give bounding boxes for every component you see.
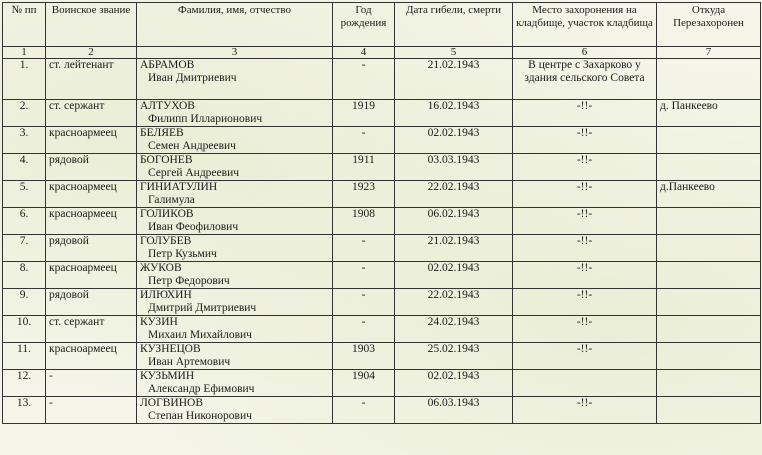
birth-year-cell: - [333,262,395,289]
name-cell [137,208,333,235]
rank-cell: ст. сержант [46,100,137,127]
birth-year-cell: - [333,316,395,343]
reburied-from-cell [657,262,761,289]
row-number: 7. [3,235,46,262]
table-row [3,370,761,397]
header-burial-place: Место захоронения на кладбище, участок кладбища [513,3,657,47]
surname: КУЗЬМИН [140,370,195,382]
name-cell [137,316,333,343]
death-date-cell: 02.02.1943 [395,370,513,397]
death-date-cell: 16.02.1943 [395,100,513,127]
birth-year-cell: 1919 [333,100,395,127]
table-row [3,343,761,370]
surname: ЛОГВИНОВ [140,397,204,409]
burial-place-cell: -!!- [513,262,657,289]
given-names: Петр Кузьмич [148,248,217,260]
burial-place-cell: -!!- [513,100,657,127]
burial-place-cell: -!!- [513,154,657,181]
rank-cell: рядовой [46,154,137,181]
burial-roll-table [2,2,761,424]
rank-cell: красноармеец [46,181,137,208]
birth-year-cell: - [333,235,395,262]
birth-year-cell: - [333,59,395,100]
surname: ИЛЮХИН [140,289,192,301]
burial-place-cell: -!!- [513,397,657,424]
death-date-cell: 22.02.1943 [395,289,513,316]
header-reburied-from: Откуда Перезахоронен [657,3,761,47]
birth-year-cell: - [333,289,395,316]
surname: КУЗИН [140,316,178,328]
column-number: 7 [657,47,761,59]
surname: БОГОНЕВ [140,154,193,166]
rank-cell: красноармеец [46,343,137,370]
given-names: Иван Феофилович [148,221,239,233]
row-number: 6. [3,208,46,235]
name-cell [137,397,333,424]
table-row [3,289,761,316]
burial-place-cell: -!!- [513,289,657,316]
death-date-cell: 02.02.1943 [395,127,513,154]
death-date-cell: 25.02.1943 [395,343,513,370]
header-num: № пп [3,3,46,47]
rank-cell: рядовой [46,235,137,262]
surname: ГОЛУБЕВ [140,235,192,247]
given-names: Иван Дмитриевич [148,72,237,84]
birth-year-cell: - [333,397,395,424]
table-row [3,127,761,154]
death-date-cell: 02.02.1943 [395,262,513,289]
row-number: 5. [3,181,46,208]
burial-place-cell: В центре с Захарково у здания сельского Совета [513,59,657,100]
name-cell [137,343,333,370]
column-number: 4 [333,47,395,59]
rank-cell: ст. лейтенант [46,59,137,100]
rank-cell: рядовой [46,289,137,316]
death-date-cell: 21.02.1943 [395,235,513,262]
name-cell [137,100,333,127]
name-cell [137,154,333,181]
given-names: Семен Андреевич [148,140,236,152]
row-number: 13. [3,397,46,424]
header-name: Фамилия, имя, отчество [137,3,333,47]
reburied-from-cell [657,127,761,154]
burial-place-cell [513,370,657,397]
column-number: 2 [46,47,137,59]
given-names: Сергей Андреевич [148,167,240,179]
rank-cell: ст. сержант [46,316,137,343]
row-number: 9. [3,289,46,316]
header-rank: Воинское звание [46,3,137,47]
reburied-from-cell [657,370,761,397]
surname: КУЗНЕЦОВ [140,343,201,355]
table-row [3,316,761,343]
name-cell [137,235,333,262]
column-number: 6 [513,47,657,59]
reburied-from-cell: д. Панкеево [657,100,761,127]
row-number: 2. [3,100,46,127]
reburied-from-cell [657,59,761,100]
rank-cell: - [46,370,137,397]
rank-cell: - [46,397,137,424]
table-row [3,154,761,181]
row-number: 11. [3,343,46,370]
header-year: Год рождения [333,3,395,47]
row-number: 1. [3,59,46,100]
table-row [3,208,761,235]
surname: АБРАМОВ [140,59,195,71]
surname: БЕЛЯЕВ [140,127,184,139]
surname: ГИНИАТУЛИН [140,181,218,193]
reburied-from-cell [657,289,761,316]
birth-year-cell: 1923 [333,181,395,208]
given-names: Галимула [148,194,195,206]
row-number: 10. [3,316,46,343]
death-date-cell: 24.02.1943 [395,316,513,343]
given-names: Петр Федорович [148,275,230,287]
table-row [3,397,761,424]
name-cell [137,262,333,289]
table-row [3,100,761,127]
given-names: Дмитрий Дмитриевич [148,302,257,314]
burial-place-cell: -!!- [513,316,657,343]
column-number-row [3,47,761,59]
header-row [3,3,761,47]
birth-year-cell: 1904 [333,370,395,397]
given-names: Филипп Илларионович [148,113,263,125]
burial-place-cell: -!!- [513,127,657,154]
given-names: Иван Артемович [148,356,231,368]
burial-place-cell: -!!- [513,343,657,370]
death-date-cell: 22.02.1943 [395,181,513,208]
row-number: 8. [3,262,46,289]
death-date-cell: 06.02.1943 [395,208,513,235]
name-cell [137,370,333,397]
header-death-date: Дата гибели, смерти [395,3,513,47]
table-row [3,59,761,100]
column-number: 1 [3,47,46,59]
reburied-from-cell [657,235,761,262]
rank-cell: красноармеец [46,127,137,154]
reburied-from-cell [657,397,761,424]
birth-year-cell: 1903 [333,343,395,370]
column-number: 5 [395,47,513,59]
burial-place-cell: -!!- [513,235,657,262]
burial-place-cell: -!!- [513,208,657,235]
table-row [3,235,761,262]
surname: ГОЛИКОВ [140,208,194,220]
roll-body [3,59,761,424]
birth-year-cell: 1911 [333,154,395,181]
surname: АЛТУХОВ [140,100,195,112]
birth-year-cell: 1908 [333,208,395,235]
name-cell [137,289,333,316]
given-names: Михаил Михайлович [148,329,252,341]
death-date-cell: 21.02.1943 [395,59,513,100]
table-row [3,262,761,289]
reburied-from-cell: д.Панкеево [657,181,761,208]
birth-year-cell: - [333,127,395,154]
reburied-from-cell [657,208,761,235]
death-date-cell: 06.03.1943 [395,397,513,424]
death-date-cell: 03.03.1943 [395,154,513,181]
burial-place-cell: -!!- [513,181,657,208]
rank-cell: красноармеец [46,208,137,235]
table-row [3,181,761,208]
given-names: Александр Ефимович [148,383,255,395]
reburied-from-cell [657,343,761,370]
name-cell [137,181,333,208]
column-number: 3 [137,47,333,59]
rank-cell: красноармеец [46,262,137,289]
given-names: Степан Никонорович [148,410,252,422]
surname: ЖУКОВ [140,262,182,274]
reburied-from-cell [657,154,761,181]
row-number: 3. [3,127,46,154]
row-number: 4. [3,154,46,181]
name-cell [137,127,333,154]
reburied-from-cell [657,316,761,343]
row-number: 12. [3,370,46,397]
name-cell [137,59,333,100]
